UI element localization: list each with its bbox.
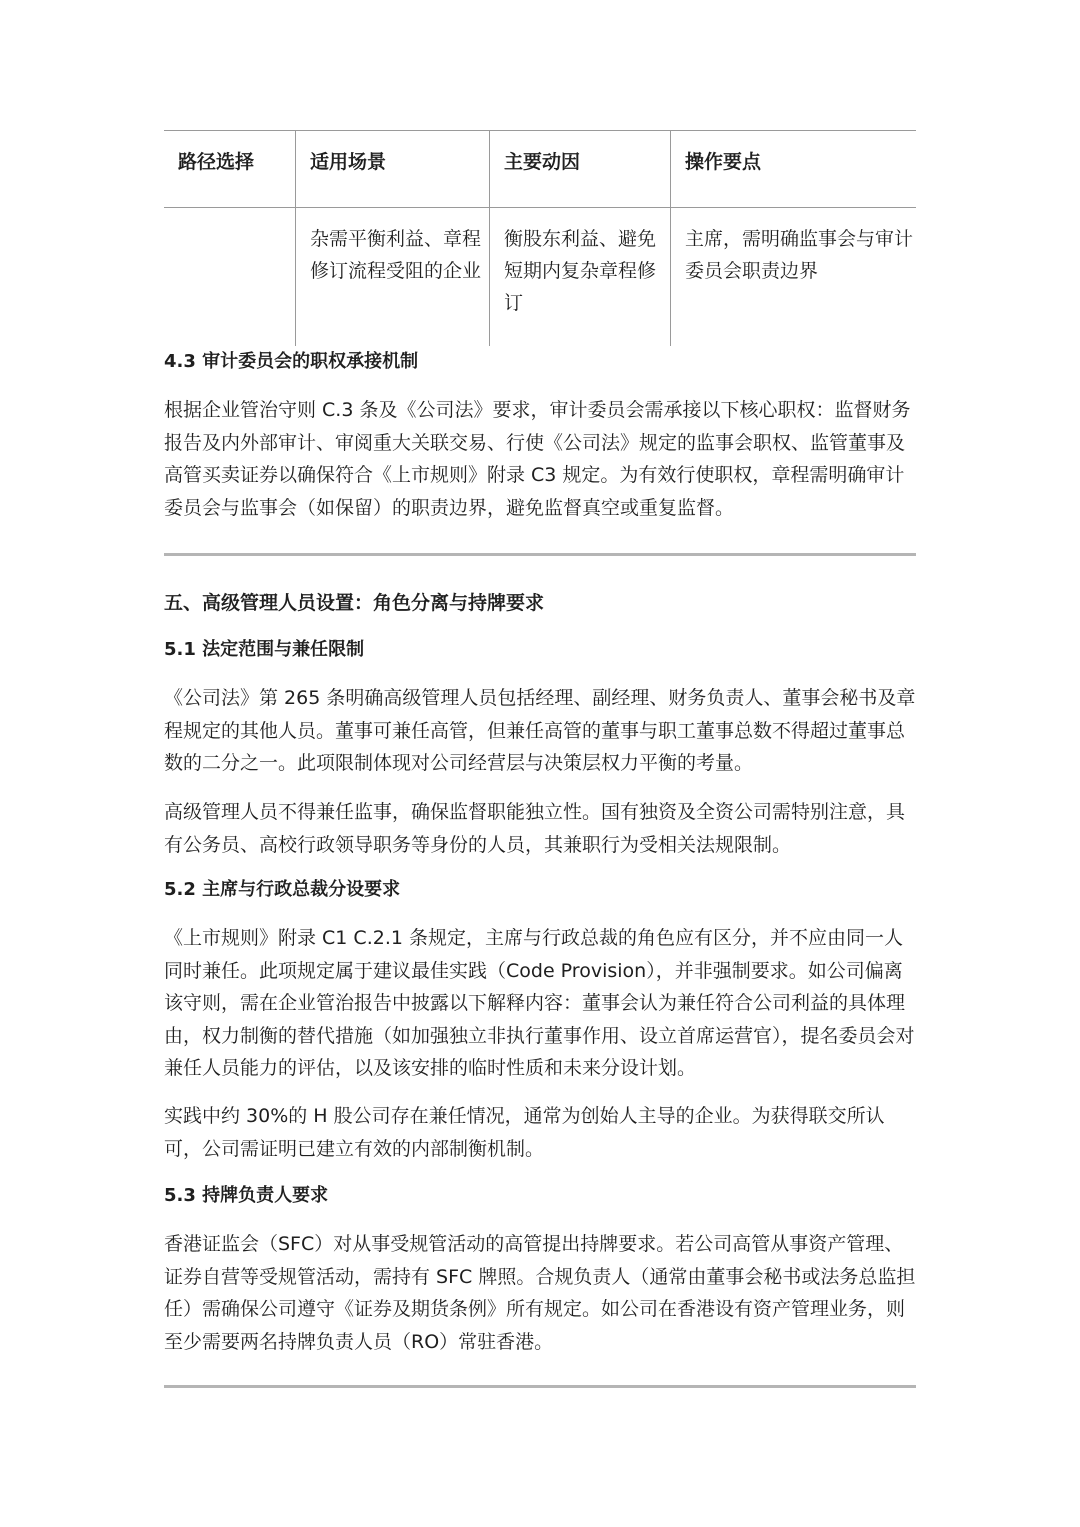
section-divider — [164, 553, 916, 556]
section-5-1-paragraph-1: 《公司法》第 265 条明确高级管理人员包括经理、副经理、财务负责人、董事会秘书及章程规定的其他人员。董事可兼任高管，但兼任高管的董事与职工董事总数不得超过董事总数的二分之一。此项限制体现对公司经营层与决策层权力平衡的考量。 — [164, 687, 916, 774]
section-5-3-heading: 5.3 持牌负责人要求 — [164, 1185, 329, 1206]
section-4-3-heading: 4.3 审计委员会的职权承接机制 — [164, 351, 419, 372]
table-cell: 衡股东利益、避免短期内复杂章程修订 — [489, 208, 670, 346]
section-5-2-paragraph-1: 《上市规则》附录 C1 C.2.1 条规定，主席与行政总裁的角色应有区分，并不应由同一人同时兼任。此项规定属于建议最佳实践（Code Provision），并非强制要求。如公司偏离该守则，需在企业管治报告中披露以下解释内容：董事会认为兼任符合公司利益的具体理由，权力制衡的替代措施（如加强独立非执行董事作用、设立首席运营官），提名委员会对兼任人员能力的评估，以及该安排的临时性质和未来分设计划。 — [164, 927, 915, 1079]
section-5-1-heading: 5.1 法定范围与兼任限制 — [164, 639, 365, 660]
section-divider — [164, 1385, 916, 1388]
table-header-row — [164, 131, 916, 208]
strategy-table — [164, 130, 916, 346]
table-header-cell: 主要动因 — [489, 131, 670, 207]
section-4-3-paragraph: 根据企业管治守则 C.3 条及《公司法》要求，审计委员会需承接以下核心职权：监督财务报告及内外部审计、审阅重大关联交易、行使《公司法》规定的监事会职权、监管董事及高管买卖证券以确保符合《上市规则》附录 C3 规定。为有效行使职权，章程需明确审计委员会与监事会（如保留）的职责边界，避免监督真空或重复监督。 — [164, 399, 911, 519]
table-cell — [164, 208, 295, 346]
table-header-cell: 操作要点 — [670, 131, 916, 207]
table-row — [164, 208, 916, 346]
section-5-heading: 五、高级管理人员设置：角色分离与持牌要求 — [164, 592, 545, 614]
table-cell: 主席，需明确监事会与审计委员会职责边界 — [670, 208, 916, 346]
table-cell: 杂需平衡利益、章程修订流程受阻的企业 — [295, 208, 489, 346]
section-5-1-paragraph-2: 高级管理人员不得兼任监事，确保监督职能独立性。国有独资及全资公司需特别注意，具有公务员、高校行政领导职务等身份的人员，其兼职行为受相关法规限制。 — [164, 801, 906, 856]
section-5-2-paragraph-2: 实践中约 30%的 H 股公司存在兼任情况，通常为创始人主导的企业。为获得联交所认可，公司需证明已建立有效的内部制衡机制。 — [164, 1105, 885, 1160]
table-header-cell: 适用场景 — [295, 131, 489, 207]
section-5-3-paragraph: 香港证监会（SFC）对从事受规管活动的高管提出持牌要求。若公司高管从事资产管理、证券自营等受规管活动，需持有 SFC 牌照。合规负责人（通常由董事会秘书或法务总监担任）需确保公司遵守《证券及期货条例》所有规定。如公司在香港设有资产管理业务，则至少需要两名持牌负责人员（RO）常驻香港。 — [164, 1233, 916, 1353]
table-header-cell: 路径选择 — [178, 151, 255, 173]
section-5-2-heading: 5.2 主席与行政总裁分设要求 — [164, 879, 401, 900]
